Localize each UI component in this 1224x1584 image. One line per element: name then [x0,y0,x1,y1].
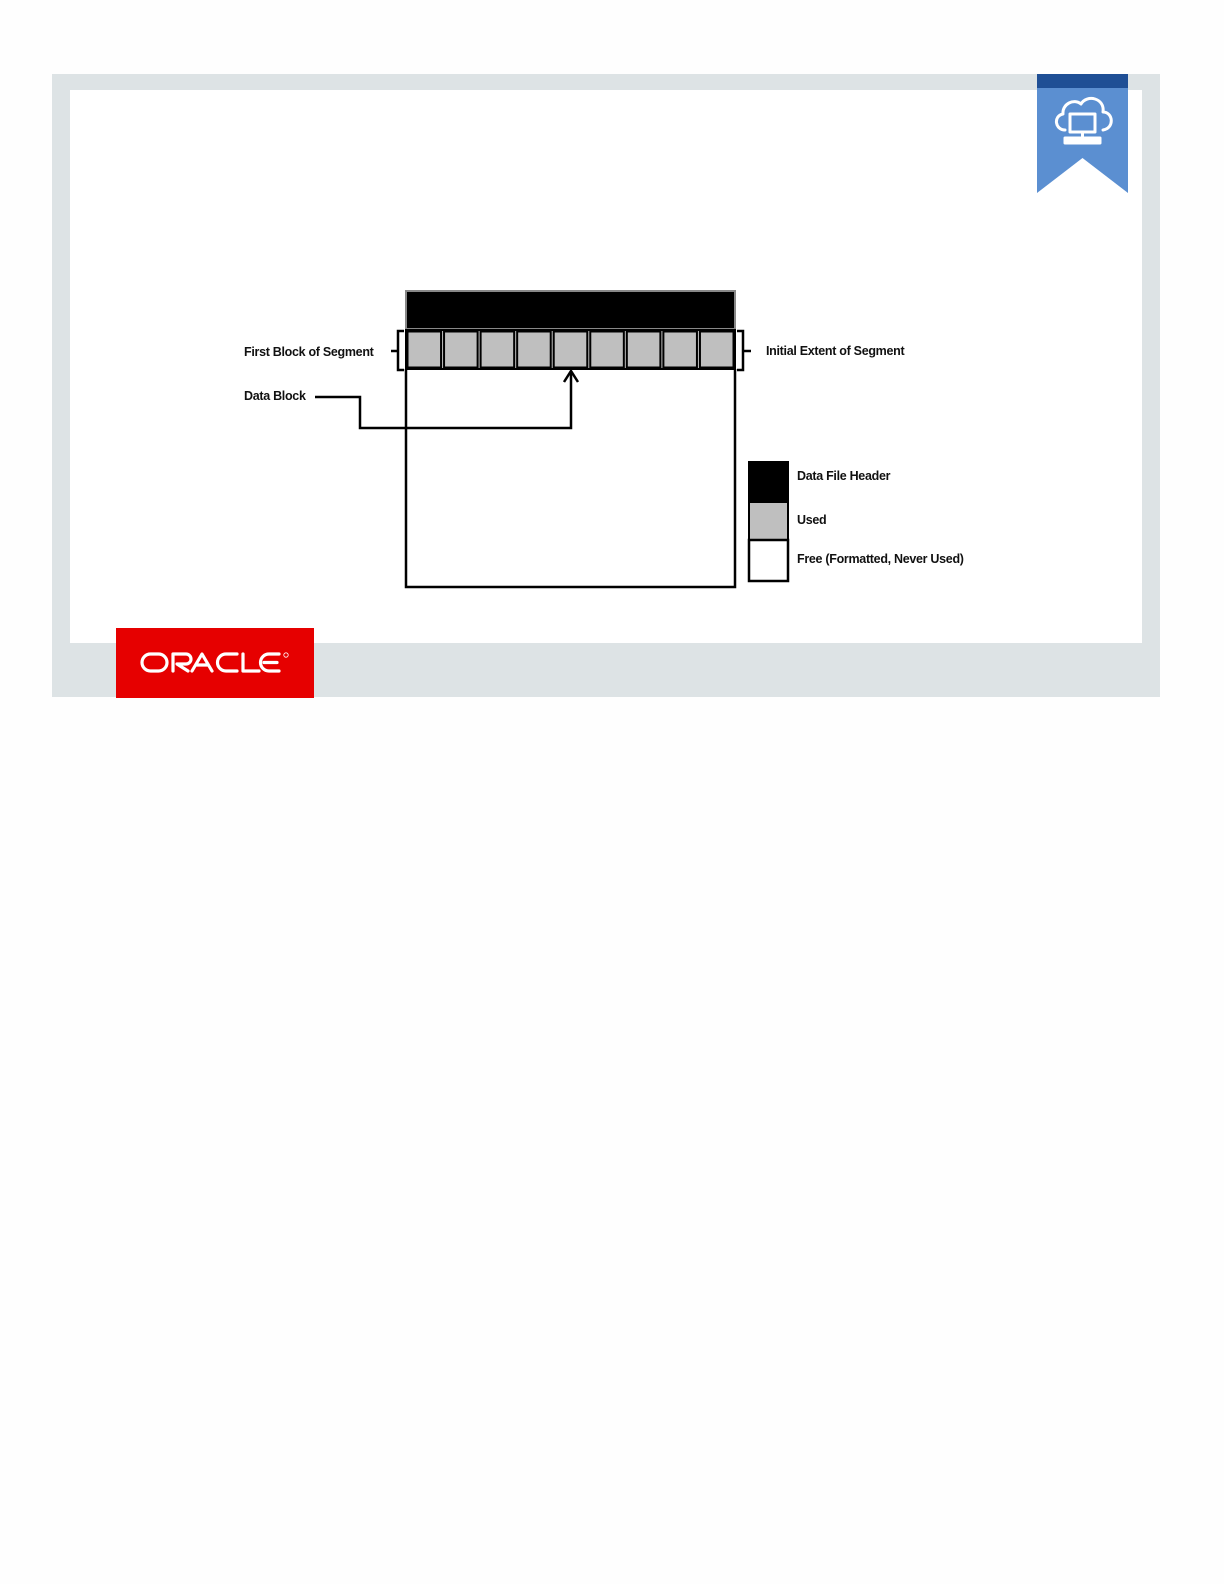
used-data-block [517,332,551,368]
used-data-block [481,332,515,368]
legend-swatch-header [749,462,788,502]
first-block-label: First Block of Segment [244,345,374,359]
used-data-block [663,332,697,368]
legend-label-header: Data File Header [797,469,891,483]
used-data-block [408,332,442,368]
data-block-pointer-line [315,372,571,428]
legend-label-used: Used [797,513,827,527]
used-data-block [554,332,588,368]
used-blocks-row [406,330,735,369]
used-data-block [444,332,478,368]
used-data-block [700,332,734,368]
legend-label-free: Free (Formatted, Never Used) [797,552,964,566]
cloud-computer-bookmark [1037,74,1128,193]
first-block-bracket [391,331,404,370]
oracle-logo [116,628,314,698]
used-data-block [590,332,624,368]
data-file-header-block [406,291,735,329]
used-data-block [627,332,661,368]
legend-swatch-free [749,540,788,581]
legend-swatch-used [749,502,788,540]
initial-extent-bracket [737,331,751,370]
initial-extent-label: Initial Extent of Segment [766,344,905,358]
data-block-label: Data Block [244,389,306,403]
